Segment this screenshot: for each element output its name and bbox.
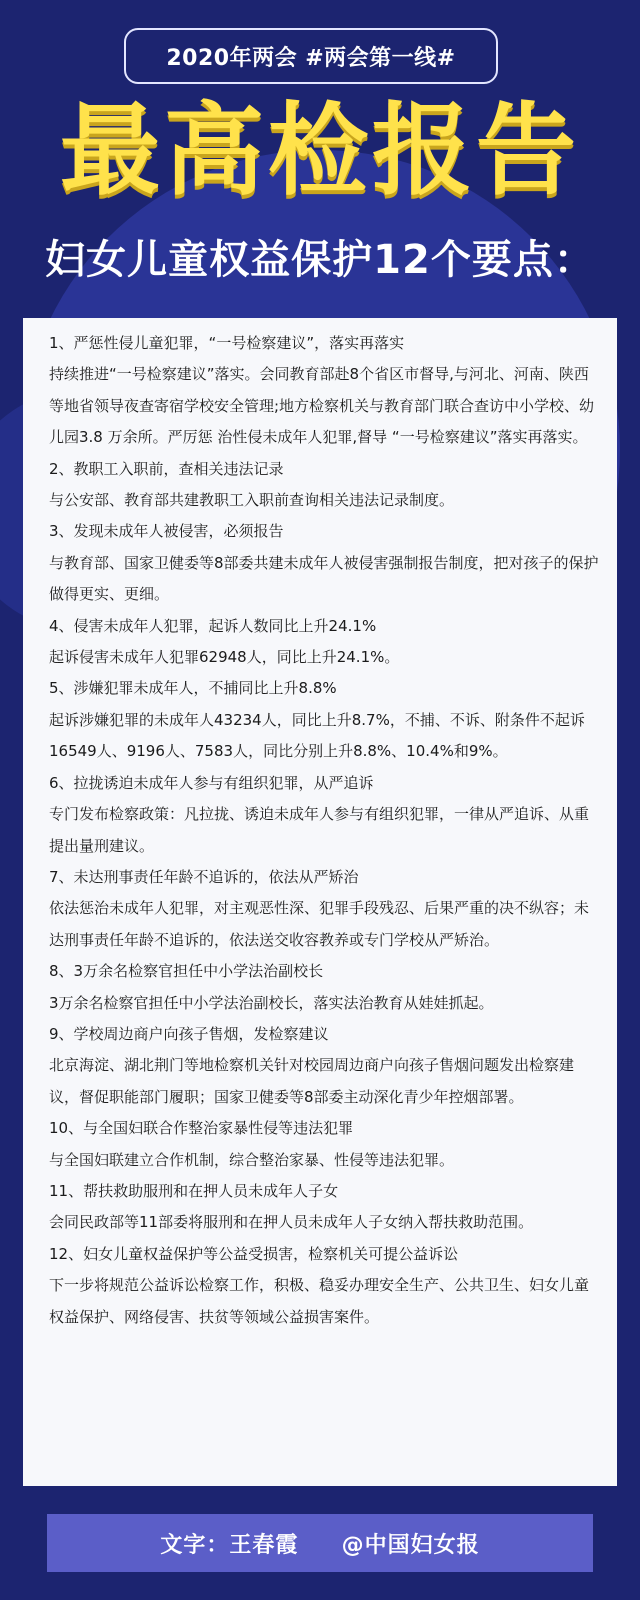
point-body: 持续推进“一号检察建议”落实。会同教育部赴8个省区市督导,与河北、河南、陕西等地省领导夜查寄宿学校安全管理;地方检察机关与教育部门联合查访中小学校、幼儿园3.8 万余所。严厉惩 治性侵未成年人犯罪,督导 “一号检察建议”落实再落实。 bbox=[49, 365, 595, 447]
point-body: 起诉涉嫌犯罪的未成年人43234人，同比上升8.7%，不捕、不诉、附条件不起诉16549人、9196人、7583人，同比分别上升8.8%、10.4%和9%。 bbox=[49, 710, 585, 761]
point-3 bbox=[49, 516, 601, 610]
point-8 bbox=[49, 956, 601, 1019]
point-heading: 7、未达刑事责任年龄不追诉的，依法从严矫治 bbox=[49, 867, 359, 886]
point-heading: 9、学校周边商户向孩子售烟，发检察建议 bbox=[49, 1024, 329, 1043]
point-1 bbox=[49, 328, 601, 454]
point-body: 专门发布检察政策：凡拉拢、诱迫未成年人参与有组织犯罪，一律从严追诉、从重提出量刑建议。 bbox=[49, 805, 590, 855]
point-11 bbox=[49, 1176, 601, 1239]
point-body: 会同民政部等11部委将服刑和在押人员未成年人子女纳入帮扶救助范围。 bbox=[49, 1213, 534, 1232]
point-heading: 8、3万余名检察官担任中小学法治副校长 bbox=[49, 962, 324, 981]
point-heading: 2、教职工入职前，查相关违法记录 bbox=[49, 459, 284, 478]
point-4 bbox=[49, 611, 601, 674]
point-9 bbox=[49, 1019, 601, 1113]
point-body: 与公安部、教育部共建教职工入职前查询相关违法记录制度。 bbox=[49, 491, 455, 510]
page-title: 最高检报告 bbox=[60, 92, 580, 209]
point-heading: 10、与全国妇联合作整治家暴性侵等违法犯罪 bbox=[49, 1119, 354, 1138]
content-card bbox=[23, 318, 617, 1486]
point-5 bbox=[49, 673, 601, 767]
point-heading: 1、严惩性侵儿童犯罪，“一号检察建议”，落实再落实 bbox=[49, 334, 405, 352]
point-heading: 4、侵害未成年人犯罪，起诉人数同比上升24.1% bbox=[49, 616, 377, 635]
point-body: 与教育部、国家卫健委等8部委共建未成年人被侵害强制报告制度，把对孩子的保护做得更实、更细。 bbox=[49, 553, 599, 604]
point-12 bbox=[49, 1239, 601, 1333]
point-heading: 6、拉拢诱迫未成年人参与有组织犯罪，从严追诉 bbox=[49, 773, 374, 792]
page-subtitle: 妇女儿童权益保护12个要点： bbox=[45, 237, 595, 283]
point-body: 北京海淀、湖北荆门等地检察机关针对校园周边商户向孩子售烟问题发出检察建议，督促职能部门履职；国家卫健委等8部委主动深化青少年控烟部署。 bbox=[49, 1056, 575, 1106]
point-10 bbox=[49, 1113, 601, 1176]
point-body: 下一步将规范公益诉讼检察工作，积极、稳妥办理安全生产、公共卫生、妇女儿童权益保护、网络侵害、扶贫等领域公益损害案件。 bbox=[49, 1276, 590, 1326]
point-6 bbox=[49, 768, 601, 862]
point-heading: 5、涉嫌犯罪未成年人，不捕同比上升8.8% bbox=[49, 679, 337, 698]
author-credit: 文字：王春霞 bbox=[160, 1532, 299, 1558]
point-heading: 12、妇女儿童权益保护等公益受损害，检察机关可提公益诉讼 bbox=[49, 1244, 459, 1263]
point-body: 起诉侵害未成年人犯罪62948人，同比上升24.1%。 bbox=[49, 648, 400, 667]
point-heading: 3、发现未成年人被侵害，必须报告 bbox=[49, 522, 284, 541]
point-body: 与全国妇联建立合作机制，综合整治家暴、性侵等违法犯罪。 bbox=[49, 1150, 455, 1169]
point-body: 3万余名检察官担任中小学法治副校长，落实法治教育从娃娃抓起。 bbox=[49, 993, 494, 1012]
credits-bar bbox=[47, 1514, 593, 1572]
event-tag-text: 2020年两会 #两会第一线# bbox=[166, 45, 456, 71]
event-tag bbox=[124, 28, 498, 84]
point-2 bbox=[49, 454, 601, 517]
point-7 bbox=[49, 862, 601, 956]
point-body: 依法惩治未成年人犯罪，对主观恶性深、犯罪手段残忍、后果严重的决不纵容；未达刑事责任年龄不追诉的，依法送交收容教养或专门学校从严矫治。 bbox=[49, 899, 590, 949]
source-credit: @中国妇女报 bbox=[341, 1532, 480, 1558]
credit-spacer bbox=[298, 1531, 341, 1556]
point-heading: 11、帮扶救助服刑和在押人员未成年人子女 bbox=[49, 1181, 339, 1200]
